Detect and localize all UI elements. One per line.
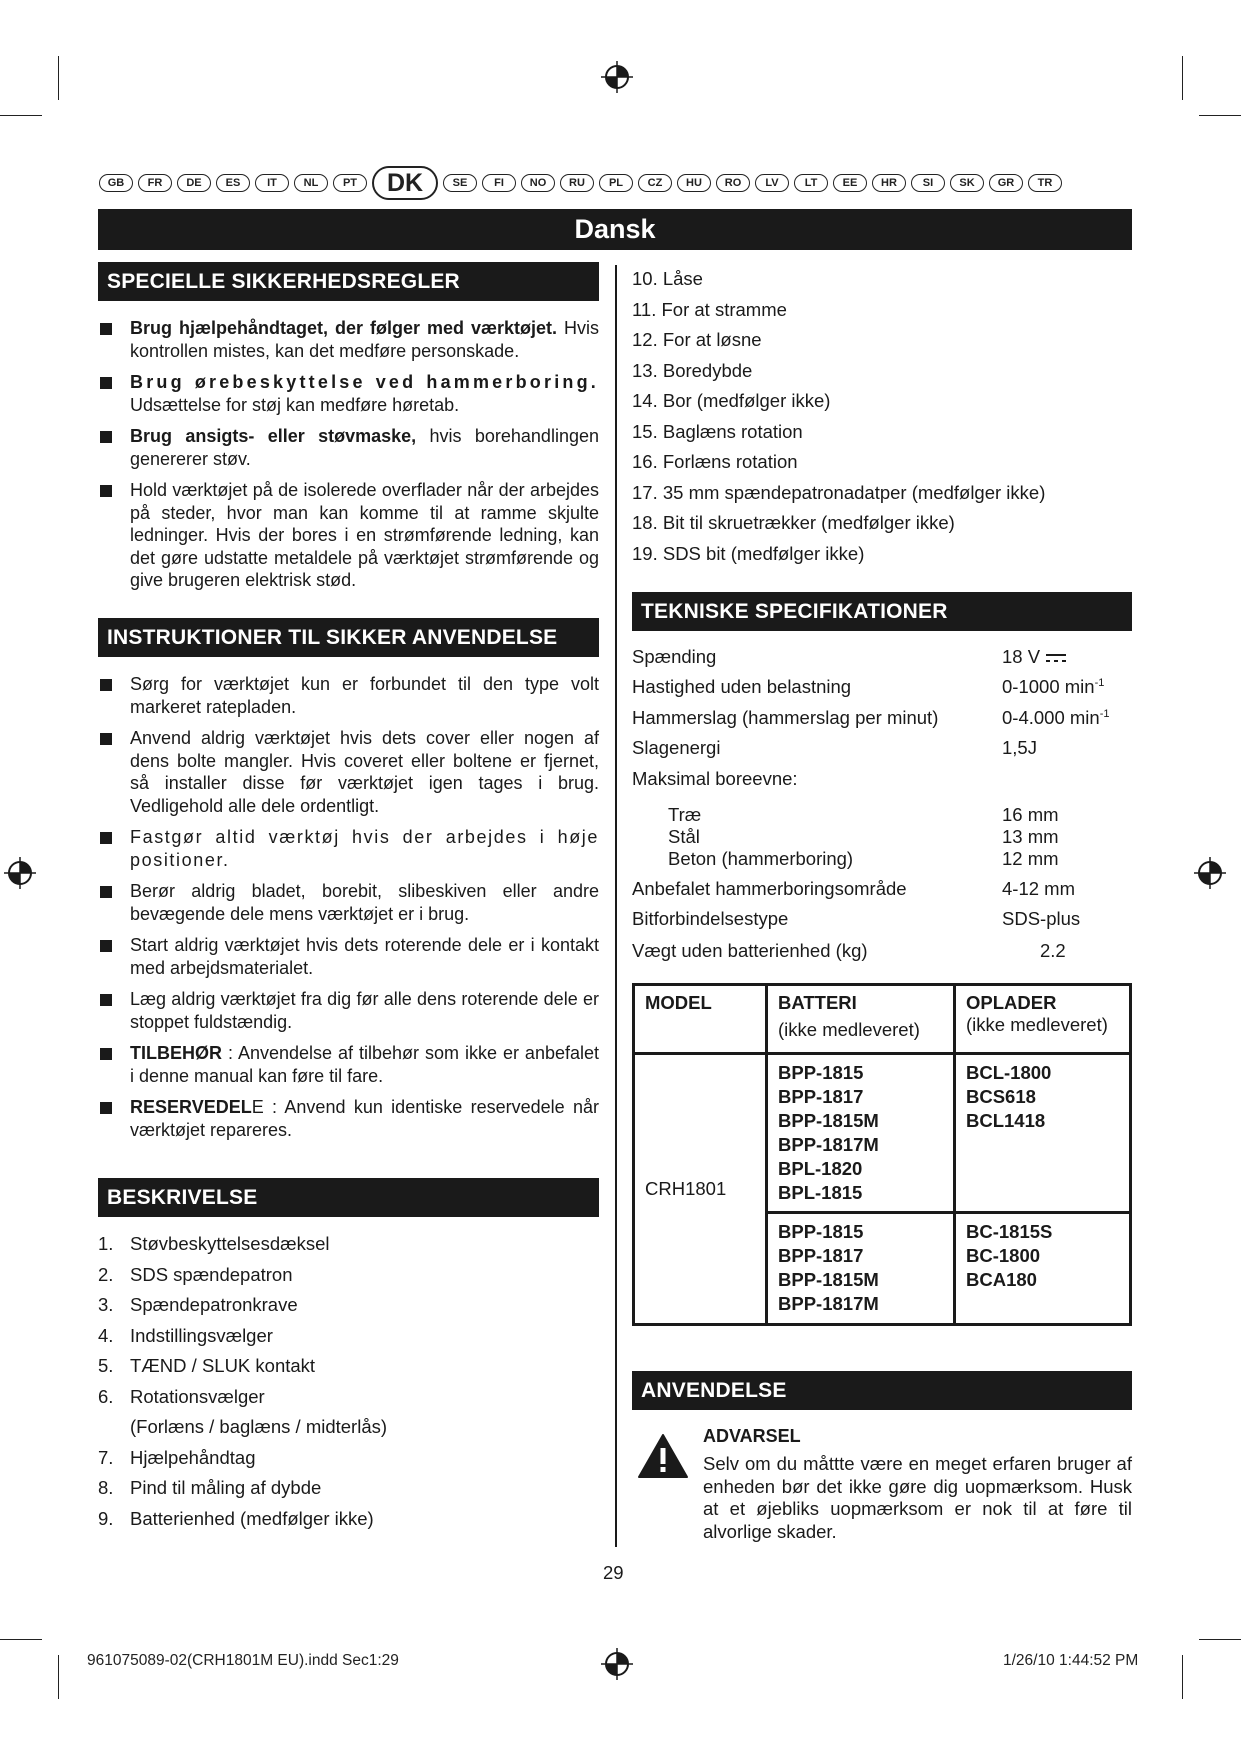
list-item: Start aldrig værktøjet hvis dets roterende dele er i kontakt med arbejdsmaterialet.: [98, 934, 599, 979]
registration-mark-icon: [1192, 855, 1228, 891]
column-divider: [615, 265, 617, 1547]
list-item: TILBEHØR : Anvendelse af tilbehør som ikke er anbefalet i denne manual kan føre til fare.: [98, 1042, 599, 1087]
list-item: 4. Indstillingsvælger: [98, 1324, 273, 1346]
language-pl: PL: [599, 174, 633, 192]
warning-title: ADVARSEL: [703, 1426, 801, 1446]
list-item: Hold værktøjet på de isolerede overflader når der arbejdes på steder, hvor man kan komme til at ramme skjulte ledninger. Hvis der bores i en strømførende ledning, kan det gøre udstatte metaldele på værktøjet strømførende og give brugeren elektrisk stød.: [98, 479, 599, 592]
list-item: 3. Spændepatronkrave: [98, 1294, 298, 1315]
registration-mark-icon: [2, 855, 38, 891]
list-item: Læg aldrig værktøjet fra dig før alle dens roterende dele er stoppet fuldstændig.: [98, 988, 599, 1033]
spec-row: Træ 16 mm: [668, 803, 1059, 825]
crop-mark: [0, 115, 42, 116]
section-heading-usage: ANVENDELSE: [632, 1371, 1132, 1410]
language-de: DE: [177, 174, 211, 192]
language-gr: GR: [989, 174, 1023, 192]
registration-mark-icon: [599, 59, 635, 95]
language-se: SE: [443, 174, 477, 192]
language-es: ES: [216, 174, 250, 192]
language-nl: NL: [294, 174, 328, 192]
list-item: 13. Boredybde: [632, 359, 753, 381]
spec-row: Beton (hammerboring) 12 mm: [668, 847, 1059, 869]
spec-row: Anbefalet hammerboringsområde 4-12 mm: [632, 877, 1075, 899]
footer-file-info: 961075089-02(CRH1801M EU).indd Sec1:29: [87, 1652, 399, 1669]
safe-use-list: [98, 673, 599, 1150]
crop-mark: [58, 56, 59, 100]
spec-row: Bitforbindelsestype SDS-plus: [632, 908, 1081, 929]
language-ru: RU: [560, 174, 594, 192]
language-it: IT: [255, 174, 289, 192]
list-item: 19. SDS bit (medfølger ikke): [632, 542, 865, 564]
list-item: Brug hjælpehåndtaget, der følger med værktøjet. Hvis kontrollen mistes, kan det medføre personskade.: [98, 317, 599, 362]
language-fi: FI: [482, 174, 516, 192]
spec-row: Hastighed uden belastning 0-1000 $\min^{-1}$: [632, 676, 1105, 697]
warning-icon: [637, 1433, 689, 1479]
crop-mark: [0, 1639, 42, 1640]
description-list: [98, 1229, 599, 1534]
language-hu: HU: [677, 174, 711, 192]
crop-mark: [1199, 1639, 1241, 1640]
dc-current-icon: [1045, 652, 1067, 664]
list-item: 5. TÆND / SLUK kontakt: [98, 1355, 316, 1376]
spec-row: Vægt uden batterienhed (kg) 2.2: [632, 939, 1066, 961]
section-heading-safe-use: INSTRUKTIONER TIL SIKKER ANVENDELSE: [98, 618, 599, 657]
list-item: Brug ørebeskyttelse ved hammerboring. Udsættelse for støj kan medføre høretab.: [98, 371, 599, 416]
section-heading-description: BESKRIVELSE: [98, 1178, 599, 1217]
list-item: 10. Låse: [632, 268, 703, 289]
spec-row: Stål 13 mm: [668, 825, 1059, 847]
section-heading-specs: TEKNISKE SPECIFIKATIONER: [632, 592, 1132, 631]
section-heading-special-safety: SPECIELLE SIKKERHEDSREGLER: [98, 262, 599, 301]
language-sk: SK: [950, 174, 984, 192]
list-item: 8. Pind til måling af dybde: [98, 1477, 322, 1498]
spec-row: Maksimal boreevne:: [632, 767, 798, 789]
language-no: NO: [521, 174, 555, 192]
language-ro: RO: [716, 174, 750, 192]
footer-timestamp: 1/26/10 1:44:52 PM: [1003, 1652, 1139, 1669]
table-cell-chargers: BC-1815S BC-1800 BCA180: [955, 1213, 1131, 1325]
language-selector: [99, 168, 1139, 198]
list-item: 6. Rotationsvælger: [98, 1385, 265, 1407]
language-tr: TR: [1028, 174, 1062, 192]
list-item: Berør aldrig bladet, borebit, slibeskiven eller andre bevægende dele mens værktøjet er i brug.: [98, 880, 599, 925]
list-item: 2. SDS spændepatron: [98, 1263, 293, 1285]
special-safety-list: [98, 317, 599, 601]
language-cz: CZ: [638, 174, 672, 192]
page-title: Dansk: [98, 209, 1132, 250]
language-hr: HR: [872, 174, 906, 192]
language-lt: LT: [794, 174, 828, 192]
warning-text: Selv om du måttte være en meget erfaren bruger af enheden bør det ikke gøre dig uopmærksom. Husk at et øjebliks uopmærksom er nok til at føre til alvorlige skader.: [703, 1453, 1132, 1542]
list-item: 1. Støvbeskyttelsesdæksel: [98, 1233, 330, 1254]
page-number: 29: [603, 1562, 624, 1583]
language-pt: PT: [333, 174, 367, 192]
language-ee: EE: [833, 174, 867, 192]
table-cell-model: CRH1801: [634, 1054, 767, 1325]
table-header-model: MODEL: [634, 985, 767, 1054]
table-cell-chargers: BCL-1800 BCS618 BCL1418: [955, 1054, 1131, 1213]
list-item: 15. Baglæns rotation: [632, 420, 803, 442]
spec-list: [632, 646, 1132, 970]
list-item: 7. Hjælpehåndtag: [98, 1446, 256, 1468]
spec-row: Slagenergi 1,5J: [632, 737, 1037, 758]
language-gb: GB: [99, 174, 133, 192]
list-item: Anvend aldrig værktøjet hvis dets cover eller nogen af dens bolte mangler. Hvis coveret eller boltene er fjernet, så installer disse før værktøjet igen tages i brug. Vedligehold alle dele ordentligt.: [98, 727, 599, 817]
spec-row: Spænding 18 V: [632, 646, 1132, 676]
crop-mark: [1182, 56, 1183, 100]
description-list-continued: [632, 264, 1132, 569]
list-item: 11. For at stramme: [632, 298, 787, 320]
list-item: Brug ansigts- eller støvmaske, hvis borehandlingen genererer støv.: [98, 425, 599, 470]
crop-mark: [58, 1655, 59, 1699]
language-fr: FR: [138, 174, 172, 192]
list-item: 17. 35 mm spændepatronadatper (medfølger ikke): [632, 481, 1046, 503]
language-dk: DK: [372, 166, 438, 200]
list-item: 14. Bor (medfølger ikke): [632, 390, 831, 411]
list-item: 9. Batterienhed (medfølger ikke): [98, 1507, 374, 1529]
crop-mark: [1182, 1655, 1183, 1699]
list-item: 18. Bit til skruetrækker (medfølger ikke): [632, 512, 955, 533]
list-item: 16. Forlæns rotation: [632, 451, 798, 472]
model-compatibility-table: [632, 983, 1132, 1326]
registration-mark-icon: [599, 1646, 635, 1682]
list-item: RESERVEDELE : Anvend kun identiske reservedele når værktøjet repareres.: [98, 1096, 599, 1141]
spec-row: Hammerslag (hammerslag per minut) 0-4.000 $\min^{-1}$: [632, 706, 1110, 728]
language-si: SI: [911, 174, 945, 192]
table-header-battery: BATTERI (ikke medleveret): [767, 985, 955, 1054]
language-lv: LV: [755, 174, 789, 192]
crop-mark: [1199, 115, 1241, 116]
table-cell-batteries: BPP-1815 BPP-1817 BPP-1815M BPP-1817M: [767, 1213, 955, 1325]
list-item: Fastgør altid værktøj hvis der arbejdes i høje positioner.: [98, 826, 599, 871]
list-item: Sørg for værktøjet kun er forbundet til den type volt markeret ratepladen.: [98, 673, 599, 718]
table-header-charger: OPLADER (ikke medleveret): [955, 985, 1131, 1054]
table-cell-batteries: BPP-1815 BPP-1817 BPP-1815M BPP-1817M BPL-1820 BPL-1815: [767, 1054, 955, 1213]
list-item: (Forlæns / baglæns / midterlås): [130, 1416, 388, 1437]
list-item: 12. For at løsne: [632, 329, 762, 350]
